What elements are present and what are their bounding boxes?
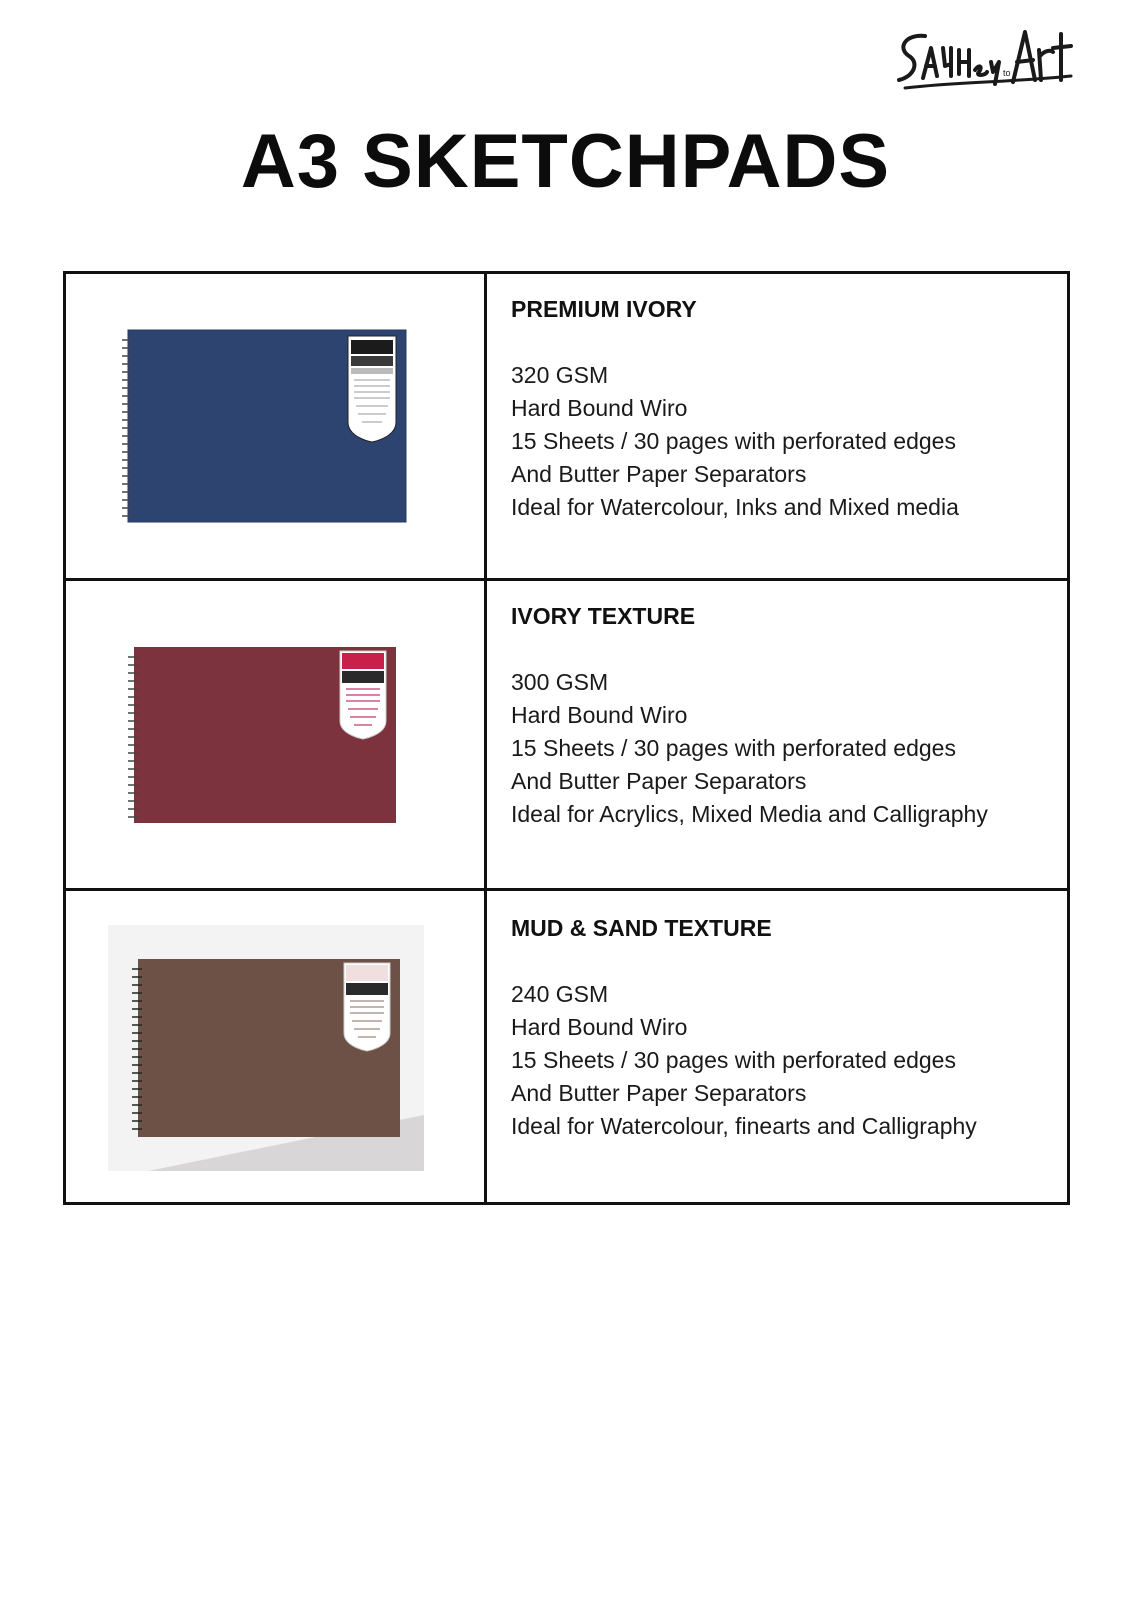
product-row-ivory-texture bbox=[66, 581, 1067, 891]
spec-sheets: 15 Sheets / 30 pages with perforated edges bbox=[511, 735, 956, 761]
spec-separators: And Butter Paper Separators bbox=[511, 1080, 807, 1106]
product-image-cell bbox=[66, 274, 487, 578]
spec-ideal-for: Ideal for Watercolour, finearts and Calligraphy bbox=[511, 1113, 977, 1139]
product-name: PREMIUM IVORY bbox=[511, 296, 697, 322]
svg-text:to: to bbox=[1003, 68, 1011, 78]
spec-gsm: 320 GSM bbox=[511, 362, 609, 388]
sketchbook-image-blue bbox=[120, 326, 410, 526]
spec-ideal-for: Ideal for Acrylics, Mixed Media and Calligraphy bbox=[511, 801, 988, 827]
page-title: A3 SKETCHPADS bbox=[240, 119, 891, 204]
product-image-cell bbox=[66, 891, 487, 1202]
spec-ideal-for: Ideal for Watercolour, Inks and Mixed media bbox=[511, 494, 959, 520]
product-info-cell bbox=[490, 581, 1067, 888]
spec-gsm: 300 GSM bbox=[511, 669, 609, 695]
product-info-cell bbox=[490, 274, 1067, 578]
spec-separators: And Butter Paper Separators bbox=[511, 461, 807, 487]
sketchbook-image-brown bbox=[108, 925, 424, 1171]
spec-binding: Hard Bound Wiro bbox=[511, 702, 688, 728]
spec-binding: Hard Bound Wiro bbox=[511, 1014, 688, 1040]
brand-logo bbox=[895, 26, 1075, 96]
product-table bbox=[63, 271, 1070, 1205]
spec-sheets: 15 Sheets / 30 pages with perforated edges bbox=[511, 428, 956, 454]
spec-sheets: 15 Sheets / 30 pages with perforated edges bbox=[511, 1047, 956, 1073]
product-name: MUD & SAND TEXTURE bbox=[511, 915, 772, 941]
product-name: IVORY TEXTURE bbox=[511, 603, 696, 629]
spec-separators: And Butter Paper Separators bbox=[511, 768, 807, 794]
product-row-premium-ivory bbox=[66, 274, 1067, 581]
product-image-cell bbox=[66, 581, 487, 888]
sketchbook-image-maroon bbox=[126, 643, 398, 825]
product-row-mud-sand-texture bbox=[66, 891, 1067, 1202]
spec-gsm: 240 GSM bbox=[511, 981, 609, 1007]
product-info-cell bbox=[490, 891, 1067, 1202]
spec-binding: Hard Bound Wiro bbox=[511, 395, 688, 421]
